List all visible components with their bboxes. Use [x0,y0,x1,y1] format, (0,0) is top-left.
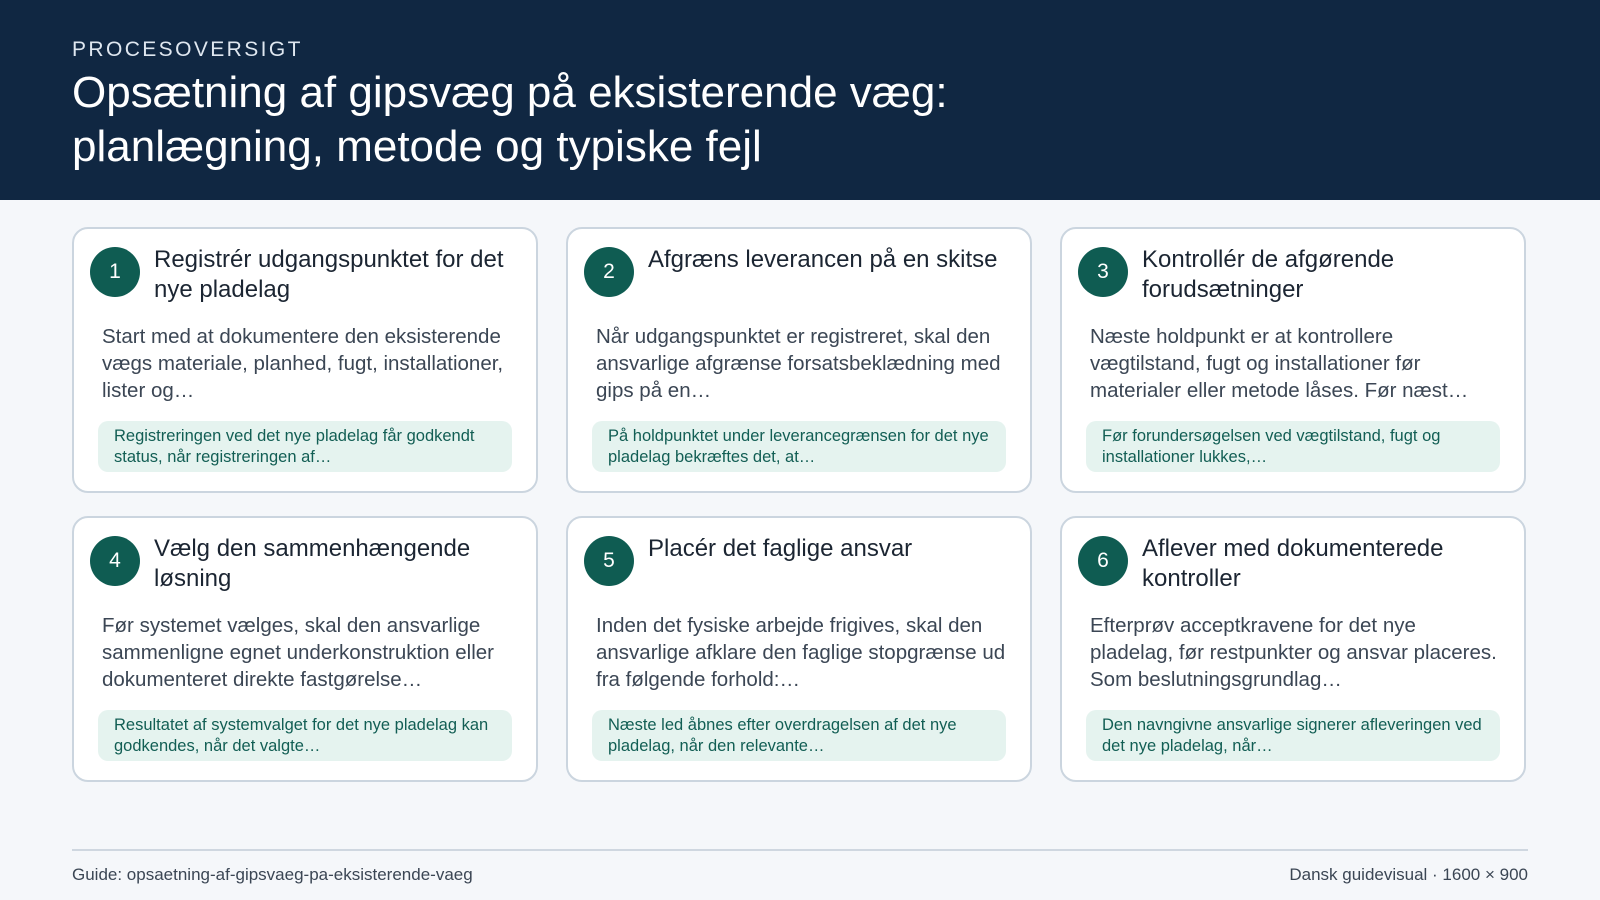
step-status-note: Registreringen ved det nye pladelag får godkendt status, når registreringen af… [98,421,512,472]
footer-guide-slug: Guide: opsaetning-af-gipsvaeg-pa-eksisterende-vaeg [72,865,473,884]
page-title-line-2: planlægning, metode og typiske fejl [72,122,762,171]
step-number-badge: 2 [584,247,634,297]
step-card-6 [1060,516,1526,782]
step-status-note: Den navngivne ansvarlige signerer afleveringen ved det nye pladelag, når… [1086,710,1500,761]
step-status-note: På holdpunktet under leverancegrænsen for det nye pladelag bekræftes det, at… [592,421,1006,472]
step-title: Kontrollér de afgørende forudsætninger [1142,246,1395,303]
step-card-1 [72,227,538,493]
step-card-5 [566,516,1032,782]
footer-meta: Dansk guidevisual · 1600 × 900 [1289,865,1528,884]
step-title: Placér det faglige ansvar [648,535,913,562]
step-description: Efterprøv acceptkravene for det nye pladelag, før restpunkter og ansvar placeres. Som beslutningsgrundlag… [1090,614,1497,691]
step-number-badge: 3 [1078,247,1128,297]
step-number-badge: 1 [90,247,140,297]
step-grid [72,227,1528,782]
page-title-line-1: Opsætning af gipsvæg på eksisterende væg: [72,68,948,117]
step-description: Næste holdpunkt er at kontrollere vægtilstand, fugt og installationer før materialer eller metode låses. Før næst… [1090,325,1469,402]
step-number-badge: 6 [1078,536,1128,586]
page-title [72,66,1528,174]
step-description: Start med at dokumentere den eksisterende vægs materiale, planhed, fugt, installationer, lister og… [102,325,504,402]
step-title: Aflever med dokumenterede kontroller [1142,535,1444,592]
step-status-note: Resultatet af systemvalget for det nye pladelag kan godkendes, når det valgte… [98,710,512,761]
step-title: Afgræns leverancen på en skitse [648,246,998,273]
step-card-2 [566,227,1032,493]
step-number-badge: 5 [584,536,634,586]
step-status-note: Næste led åbnes efter overdragelsen af det nye pladelag, når den relevante… [592,710,1006,761]
header-banner [0,0,1600,200]
step-description: Når udgangspunktet er registreret, skal den ansvarlige afgrænse forsatsbeklædning med gips på en… [596,325,1001,402]
footer-divider [72,849,1528,851]
step-card-3 [1060,227,1526,493]
step-status-note: Før forundersøgelsen ved vægtilstand, fugt og installationer lukkes,… [1086,421,1500,472]
step-card-4 [72,516,538,782]
step-number-badge: 4 [90,536,140,586]
step-description: Før systemet vælges, skal den ansvarlige sammenligne egnet underkonstruktion eller dokumenteret direkte fastgørelse… [102,614,495,691]
step-description: Inden det fysiske arbejde frigives, skal den ansvarlige afklare den faglige stopgrænse ud fra følgende forhold:… [596,614,1006,691]
step-title: Registrér udgangspunktet for det nye pladelag [154,246,504,303]
step-title: Vælg den sammenhængende løsning [154,535,471,592]
eyebrow-label: PROCESOVERSIGT [72,38,303,61]
